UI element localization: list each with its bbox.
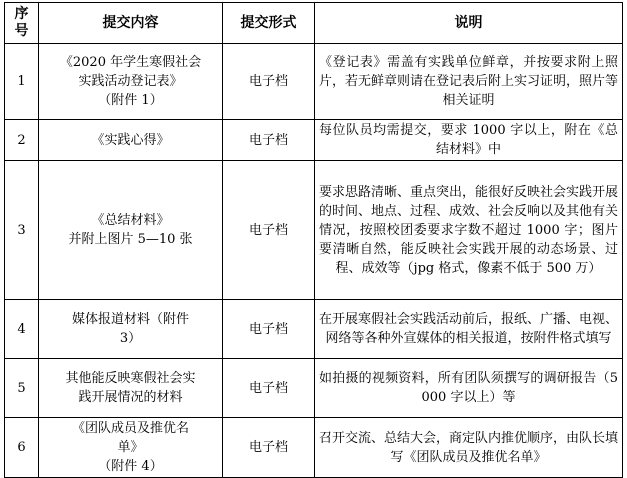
cell-content [39, 300, 223, 359]
table-header [5, 3, 623, 44]
cell-description: 召开交流、总结大会，商定队内推优顺序，由队长填写《团队成员及推优名单》 [315, 418, 623, 478]
cell-description: 要求思路清晰、重点突出，能很好反映社会实践开展的时间、地点、过程、成效、社会反响以及其他有关情况，按照校团委要求字数不超过 1000 字；图片要清晰自然，能反映社会实践开展的动态场景、过程、成效等（jpg 格式，像素不低于 500 万） [315, 161, 623, 300]
table-body [5, 44, 623, 478]
content-line: 单》 [117, 440, 144, 455]
cell-form: 电子档 [223, 418, 315, 478]
table-row [5, 44, 623, 120]
cell-number: 2 [5, 120, 39, 161]
cell-form: 电子档 [223, 359, 315, 418]
content-line: （附件 1） [98, 93, 163, 108]
cell-description: 在开展寒假社会实践活动前后，报纸、广播、电视、网络等各种外宣媒体的相关报道，按附件格式填写 [315, 300, 623, 359]
cell-content [39, 359, 223, 418]
content-line: 媒体报道材料（附件 [71, 312, 189, 327]
content-line: 3） [119, 331, 142, 346]
header-content: 提交内容 [39, 3, 223, 44]
content-line: 践开展情况的材料 [78, 390, 183, 405]
cell-number: 4 [5, 300, 39, 359]
content-line: 其他能反映寒假社会实 [65, 371, 196, 386]
content-line: 《实践心得》 [91, 132, 170, 148]
cell-description: 《登记表》需盖有实践单位鲜章，并按要求附上照片，若无鲜章则请在登记表后附上实习证明，照片等相关证明 [315, 44, 623, 120]
table-row [5, 418, 623, 478]
cell-form: 电子档 [223, 300, 315, 359]
content-line: 《2020 年学生寒假社会 [59, 55, 202, 70]
header-form: 提交形式 [223, 3, 315, 44]
submission-requirements-table [4, 2, 623, 478]
table-row [5, 300, 623, 359]
cell-content [39, 418, 223, 478]
content-line: 并附上图片 5—10 张 [68, 232, 193, 247]
header-description: 说明 [315, 3, 623, 44]
cell-description: 每位队员均需提交，要求 1000 字以上，附在《总结材料》中 [315, 120, 623, 161]
cell-form: 电子档 [223, 161, 315, 300]
cell-number: 6 [5, 418, 39, 478]
content-line: 实践活动登记表》 [78, 74, 183, 89]
header-number [5, 3, 39, 44]
content-line: （附件 4） [98, 459, 163, 474]
cell-number: 5 [5, 359, 39, 418]
cell-form: 电子档 [223, 120, 315, 161]
cell-form: 电子档 [223, 44, 315, 120]
header-number-line-1: 序 [14, 6, 29, 22]
content-line: 《总结材料》 [91, 213, 170, 228]
header-number-line-2: 号 [14, 23, 29, 39]
table-row [5, 359, 623, 418]
content-line: 《团队成员及推优名 [71, 421, 189, 436]
cell-content [39, 161, 223, 300]
table-row [5, 120, 623, 161]
table-row [5, 161, 623, 300]
cell-number: 3 [5, 161, 39, 300]
header-row [5, 3, 623, 44]
cell-number: 1 [5, 44, 39, 120]
cell-description: 如拍摄的视频资料，所有团队须撰写的调研报告（5000 字以上）等 [315, 359, 623, 418]
cell-content [39, 44, 223, 120]
cell-content [39, 120, 223, 161]
